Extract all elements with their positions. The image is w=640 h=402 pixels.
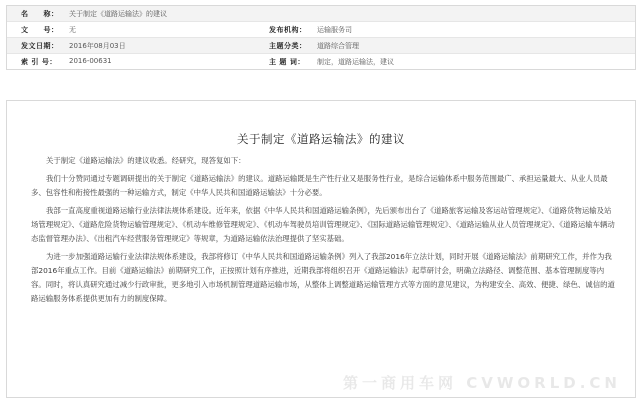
name-label: 名 称： [21, 9, 59, 18]
issue-date-label: 发文日期： [21, 41, 59, 50]
meta-row-index [7, 54, 635, 69]
topic-category-value: 道路综合管理 [317, 41, 359, 50]
paragraph-2: 我们十分赞同通过专题调研提出的关于制定《道路运输法》的建议。道路运输既是生产性行业又是服务性行业，是综合运输体系中服务范围最广、承担运量最大、从业人员最多、包容性和衔接性最强的一种运输方式，制定《中华人民共和国道路运输法》十分必要。 [31, 174, 608, 197]
publisher-value: 运输服务司 [317, 25, 352, 34]
document-body [31, 154, 615, 310]
document-content-panel [6, 100, 636, 398]
meta-row-number [7, 22, 635, 38]
site-watermark: 第一商用车网 CVWORLD.CN [343, 374, 621, 392]
topic-category-label: 主题分类： [269, 41, 307, 50]
paragraph-3: 我部一直高度重视道路运输行业法律法规体系建设。近年来，依据《中华人民共和国道路运输条例》，先后颁布出台了《道路旅客运输及客运站管理规定》、《道路货物运输及站场管理规定》、《道路危险货物运输管理规定》、《机动车维修管理规定》、《机动车驾驶员培训管理规定》、《国际道路运输管理规定》、《道路运输从业人员管理规定》、《道路运输车辆动态监督管理办法》、《出租汽车经营服务管理规定》等规章，为道路运输依法治理提供了坚实基础。 [31, 206, 615, 243]
publisher-label: 发布机构： [269, 25, 307, 34]
issue-date-value: 2016年08月03日 [69, 41, 126, 50]
paragraph-1: 关于制定《道路运输法》的建议收悉。经研究，现答复如下： [46, 156, 246, 165]
name-value: 关于制定《道路运输法》的建议 [69, 9, 167, 18]
keywords-value: 制定，道路运输法，建议 [317, 57, 394, 66]
paragraph-4: 为进一步加强道路运输行业法律法规体系建设，我部将修订《中华人民共和国道路运输条例》列入了我部2016年立法计划，同时开展《道路运输法》前期研究工作，并作为我部2016年重点工作。目前《道路运输法》前期研究工作，正按照计划有序推进，近期我部将组织召开《道路运输法》起草研讨会，明确立法路径、调整范围、基本管理制度等内容。同时，将认真研究通过减少行政审批，更多地引入市场机制管理道路运输市场，从整体上调整道路运输管理方式等方面的意见建议，为构建安全、高效、便捷、绿色、诚信的道路运输服务体系提供更加有力的制度保障。 [31, 252, 615, 303]
keywords-label: 主 题 词： [269, 57, 305, 66]
document-metadata-table [6, 5, 636, 70]
index-number-label: 索 引 号： [21, 57, 57, 66]
doc-number-value: 无 [69, 25, 76, 34]
meta-row-date [7, 38, 635, 54]
meta-row-name [7, 6, 635, 22]
document-title: 关于制定《道路运输法》的建议 [237, 132, 405, 146]
doc-number-label: 文 号： [21, 25, 59, 34]
index-number-value: 2016-00631 [69, 56, 112, 65]
